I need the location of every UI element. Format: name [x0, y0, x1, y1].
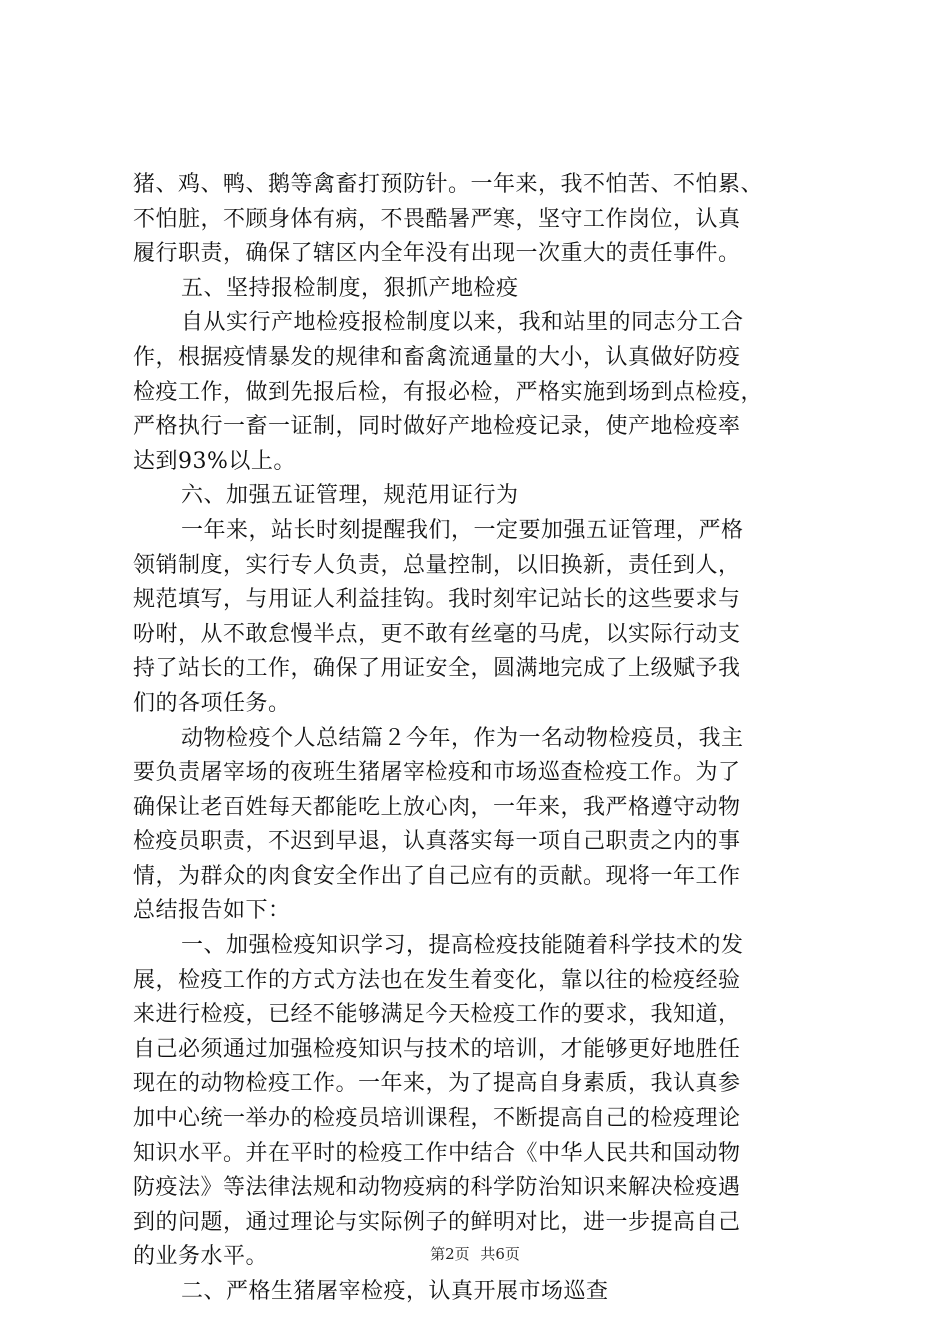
text-line: 持了站长的工作，确保了用证安全，圆满地完成了上级赋予我: [133, 656, 741, 682]
text-line: 的业务水平。: [133, 1244, 269, 1270]
text-line: 自从实行产地检疫报检制度以来，我和站里的同志分工合: [181, 310, 744, 336]
text-line: 情，为群众的肉食安全作出了自己应有的贡献。现将一年工作: [133, 863, 741, 889]
text-line: 加中心统一举办的检疫员培训课程，不断提高自己的检疫理论: [133, 1106, 741, 1132]
text-line: 不怕脏，不顾身体有病，不畏酷暑严寒，坚守工作岗位，认真: [133, 206, 741, 232]
text-line: 自己必须通过加强检疫知识与技术的培训，才能够更好地胜任: [133, 1036, 741, 1062]
page-total: 共6页: [480, 1245, 520, 1263]
text-line: 规范填写，与用证人利益挂钩。我时刻牢记站长的这些要求与: [133, 587, 741, 613]
text-line: 们的各项任务。: [133, 690, 291, 716]
text-line: 猪、鸡、鸭、鹅等禽畜打预防针。一年来，我不怕苦、不怕累、: [133, 172, 764, 197]
text-line: 二、严格生猪屠宰检疫，认真开展市场巡查: [181, 1279, 609, 1304]
text-line: 展，检疫工作的方式方法也在发生着变化，靠以往的检疫经验: [133, 967, 741, 993]
text-line: 现在的动物检疫工作。一年来，为了提高自身素质，我认真参: [133, 1071, 741, 1097]
text-line: 防疫法》等法律法规和动物疫病的科学防治知识来解决检疫遇: [133, 1175, 741, 1201]
document-body: [133, 168, 833, 1310]
text-line: 总结报告如下：: [133, 898, 291, 924]
text-line: 要负责屠宰场的夜班生猪屠宰检疫和市场巡查检疫工作。为了: [133, 760, 741, 786]
page-footer: [0, 1244, 950, 1264]
text-line: 领销制度，实行专人负责，总量控制，以旧换新，责任到人，: [133, 552, 741, 578]
text-line: 动物检疫个人总结篇２今年，作为一名动物检疫员，我主: [181, 725, 744, 751]
text-line: 达到93%以上。: [133, 448, 296, 474]
text-line: 履行职责，确保了辖区内全年没有出现一次重大的责任事件。: [133, 241, 741, 267]
text-line: 六、加强五证管理，规范用证行为: [181, 483, 519, 509]
text-line: 检疫工作，做到先报后检，有报必检，严格实施到场到点检疫，: [133, 379, 764, 405]
page-number: 第2页: [430, 1245, 470, 1263]
text-line: 吩咐，从不敢怠慢半点，更不敢有丝毫的马虎，以实际行动支: [133, 621, 741, 647]
text-line: 知识水平。并在平时的检疫工作中结合《中华人民共和国动物: [133, 1140, 741, 1166]
text-line: 一年来，站长时刻提醒我们，一定要加强五证管理，严格: [181, 517, 744, 543]
text-line: 检疫员职责，不迟到早退，认真落实每一项自己职责之内的事: [133, 829, 741, 855]
text-line: 一、加强检疫知识学习，提高检疫技能随着科学技术的发: [181, 933, 744, 959]
text-line: 到的问题，通过理论与实际例子的鲜明对比，进一步提高自己: [133, 1209, 741, 1235]
text-line: 确保让老百姓每天都能吃上放心肉，一年来，我严格遵守动物: [133, 794, 741, 820]
text-line: 来进行检疫，已经不能够满足今天检疫工作的要求，我知道，: [133, 1002, 741, 1028]
text-line: 严格执行一畜一证制，同时做好产地检疫记录，使产地检疫率: [133, 414, 741, 440]
text-line: 作，根据疫情暴发的规律和畜禽流通量的大小，认真做好防疫: [133, 344, 741, 370]
text-line: 五、坚持报检制度，狠抓产地检疫: [181, 275, 519, 301]
